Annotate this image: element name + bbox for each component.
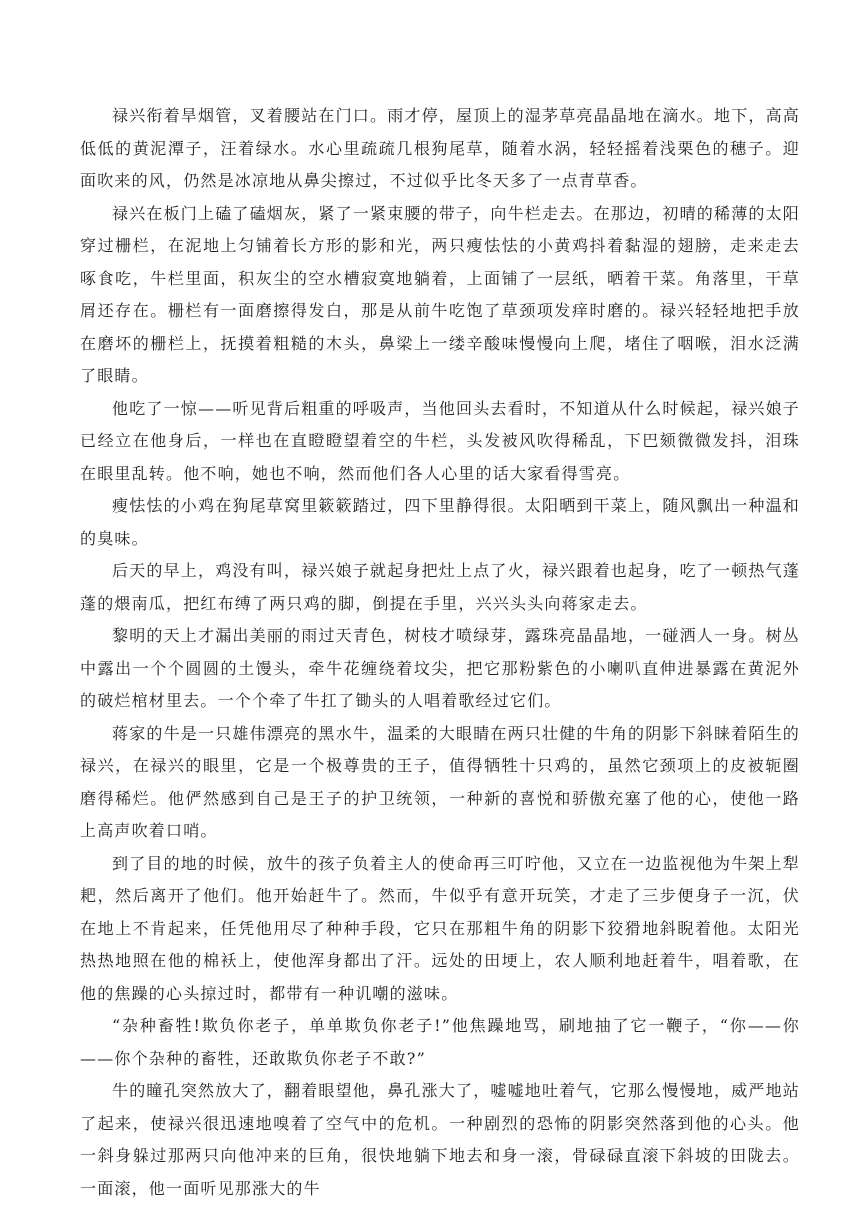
paragraph: 后天的早上，鸡没有叫，禄兴娘子就起身把灶上点了火，禄兴跟着也起身，吃了一顿热气蓬蓬的煨南瓜，把红布缚了两只鸡的脚，倒提在手里，兴兴头头向蒋家走去。: [80, 561, 801, 613]
paragraph: 到了目的地的时候，放牛的孩子负着主人的使命再三叮咛他，又立在一边监视他为牛架上犁耙，然后离开了他们。他开始赶牛了。然而，牛似乎有意开玩笑，才走了三步便身子一沉，伏在地上不肯起来，任凭他用尽了种种手段，它只在那粗牛角的阴影下狡猾地斜睨着他。太阳光热热地照在他的棉袄上，使他浑身都出了汗。远处的田埂上，农人顺利地赶着牛，唱着歌，在他的焦躁的心头掠过时，都带有一种讥嘲的滋味。: [80, 853, 801, 1003]
document-page: [80, 100, 800, 1205]
paragraph: 他吃了一惊——听见背后粗重的呼吸声，当他回头去看时，不知道从什么时候起，禄兴娘子已经立在他身后，一样也在直瞪瞪望着空的牛栏，头发被风吹得稀乱，下巴颏微微发抖，泪珠在眼里乱转。他不响，她也不响，然而他们各人心里的话大家看得雪亮。: [80, 398, 801, 483]
paragraph: 黎明的天上才漏出美丽的雨过天青色，树枝才喷绿芽，露珠亮晶晶地，一碰洒人一身。树丛中露出一个个圆圆的土馒头，牵牛花缠绕着坟尖，把它那粉紫色的小喇叭直伸进暴露在黄泥外的破烂棺材里去。一个个牵了牛扛了锄头的人唱着歌经过它们。: [80, 626, 801, 710]
paragraph: 蒋家的牛是一只雄伟漂亮的黑水牛，温柔的大眼睛在两只壮健的牛角的阴影下斜睐着陌生的禄兴，在禄兴的眼里，它是一个极尊贵的王子，值得牺牲十只鸡的，虽然它颈项上的皮被轭圈磨得稀烂。他俨然感到自己是王子的护卫统领，一种新的喜悦和骄傲充塞了他的心，使他一路上高声吹着口哨。: [80, 723, 801, 840]
paragraph: 禄兴在板门上磕了磕烟灰，紧了一紧束腰的带子，向牛栏走去。在那边，初晴的稀薄的太阳穿过栅栏，在泥地上匀铺着长方形的影和光，两只瘦怯怯的小黄鸡抖着黏湿的翅膀，走来走去啄食吃，牛栏里面，积灰尘的空水槽寂寞地躺着，上面铺了一层纸，晒着干菜。角落里，干草屑还存在。栅栏有一面磨擦得发白，那是从前牛吃饱了草颈项发痒时磨的。禄兴轻轻地把手放在磨坏的栅栏上，抚摸着粗糙的木头，鼻梁上一缕辛酸味慢慢向上爬，堵住了咽喉，泪水泛满了眼睛。: [80, 203, 801, 385]
paragraph: 禄兴衔着旱烟管，叉着腰站在门口。雨才停，屋顶上的湿茅草亮晶晶地在滴水。地下，高高低低的黄泥潭子，汪着绿水。水心里疏疏几根狗尾草，随着水涡，轻轻摇着浅栗色的穗子。迎面吹来的风，仍然是冰凉地从鼻尖擦过，不过似乎比冬天多了一点青草香。: [80, 106, 801, 190]
paragraph: 牛的瞳孔突然放大了，翻着眼望他，鼻孔涨大了，嘘嘘地吐着气，它那么慢慢地，威严地站了起来，使禄兴很迅速地嗅着了空气中的危机。一种剧烈的恐怖的阴影突然落到他的心头。他一斜身躲过那两只向他冲来的巨角，很快地躺下地去和身一滚，骨碌碌直滚下斜坡的田陇去。一面滚，他一面听见那涨大的牛: [80, 1081, 801, 1198]
paragraph: 瘦怯怯的小鸡在狗尾草窝里簌簌踏过，四下里静得很。太阳晒到干菜上，随风飘出一种温和的臭味。: [80, 496, 801, 548]
paragraph: “杂种畜牲!欺负你老子，单单欺负你老子!”他焦躁地骂，刷地抽了它一鞭子，“你——你——你个杂种的畜牲，还敢欺负你老子不敢?”: [80, 1016, 800, 1068]
